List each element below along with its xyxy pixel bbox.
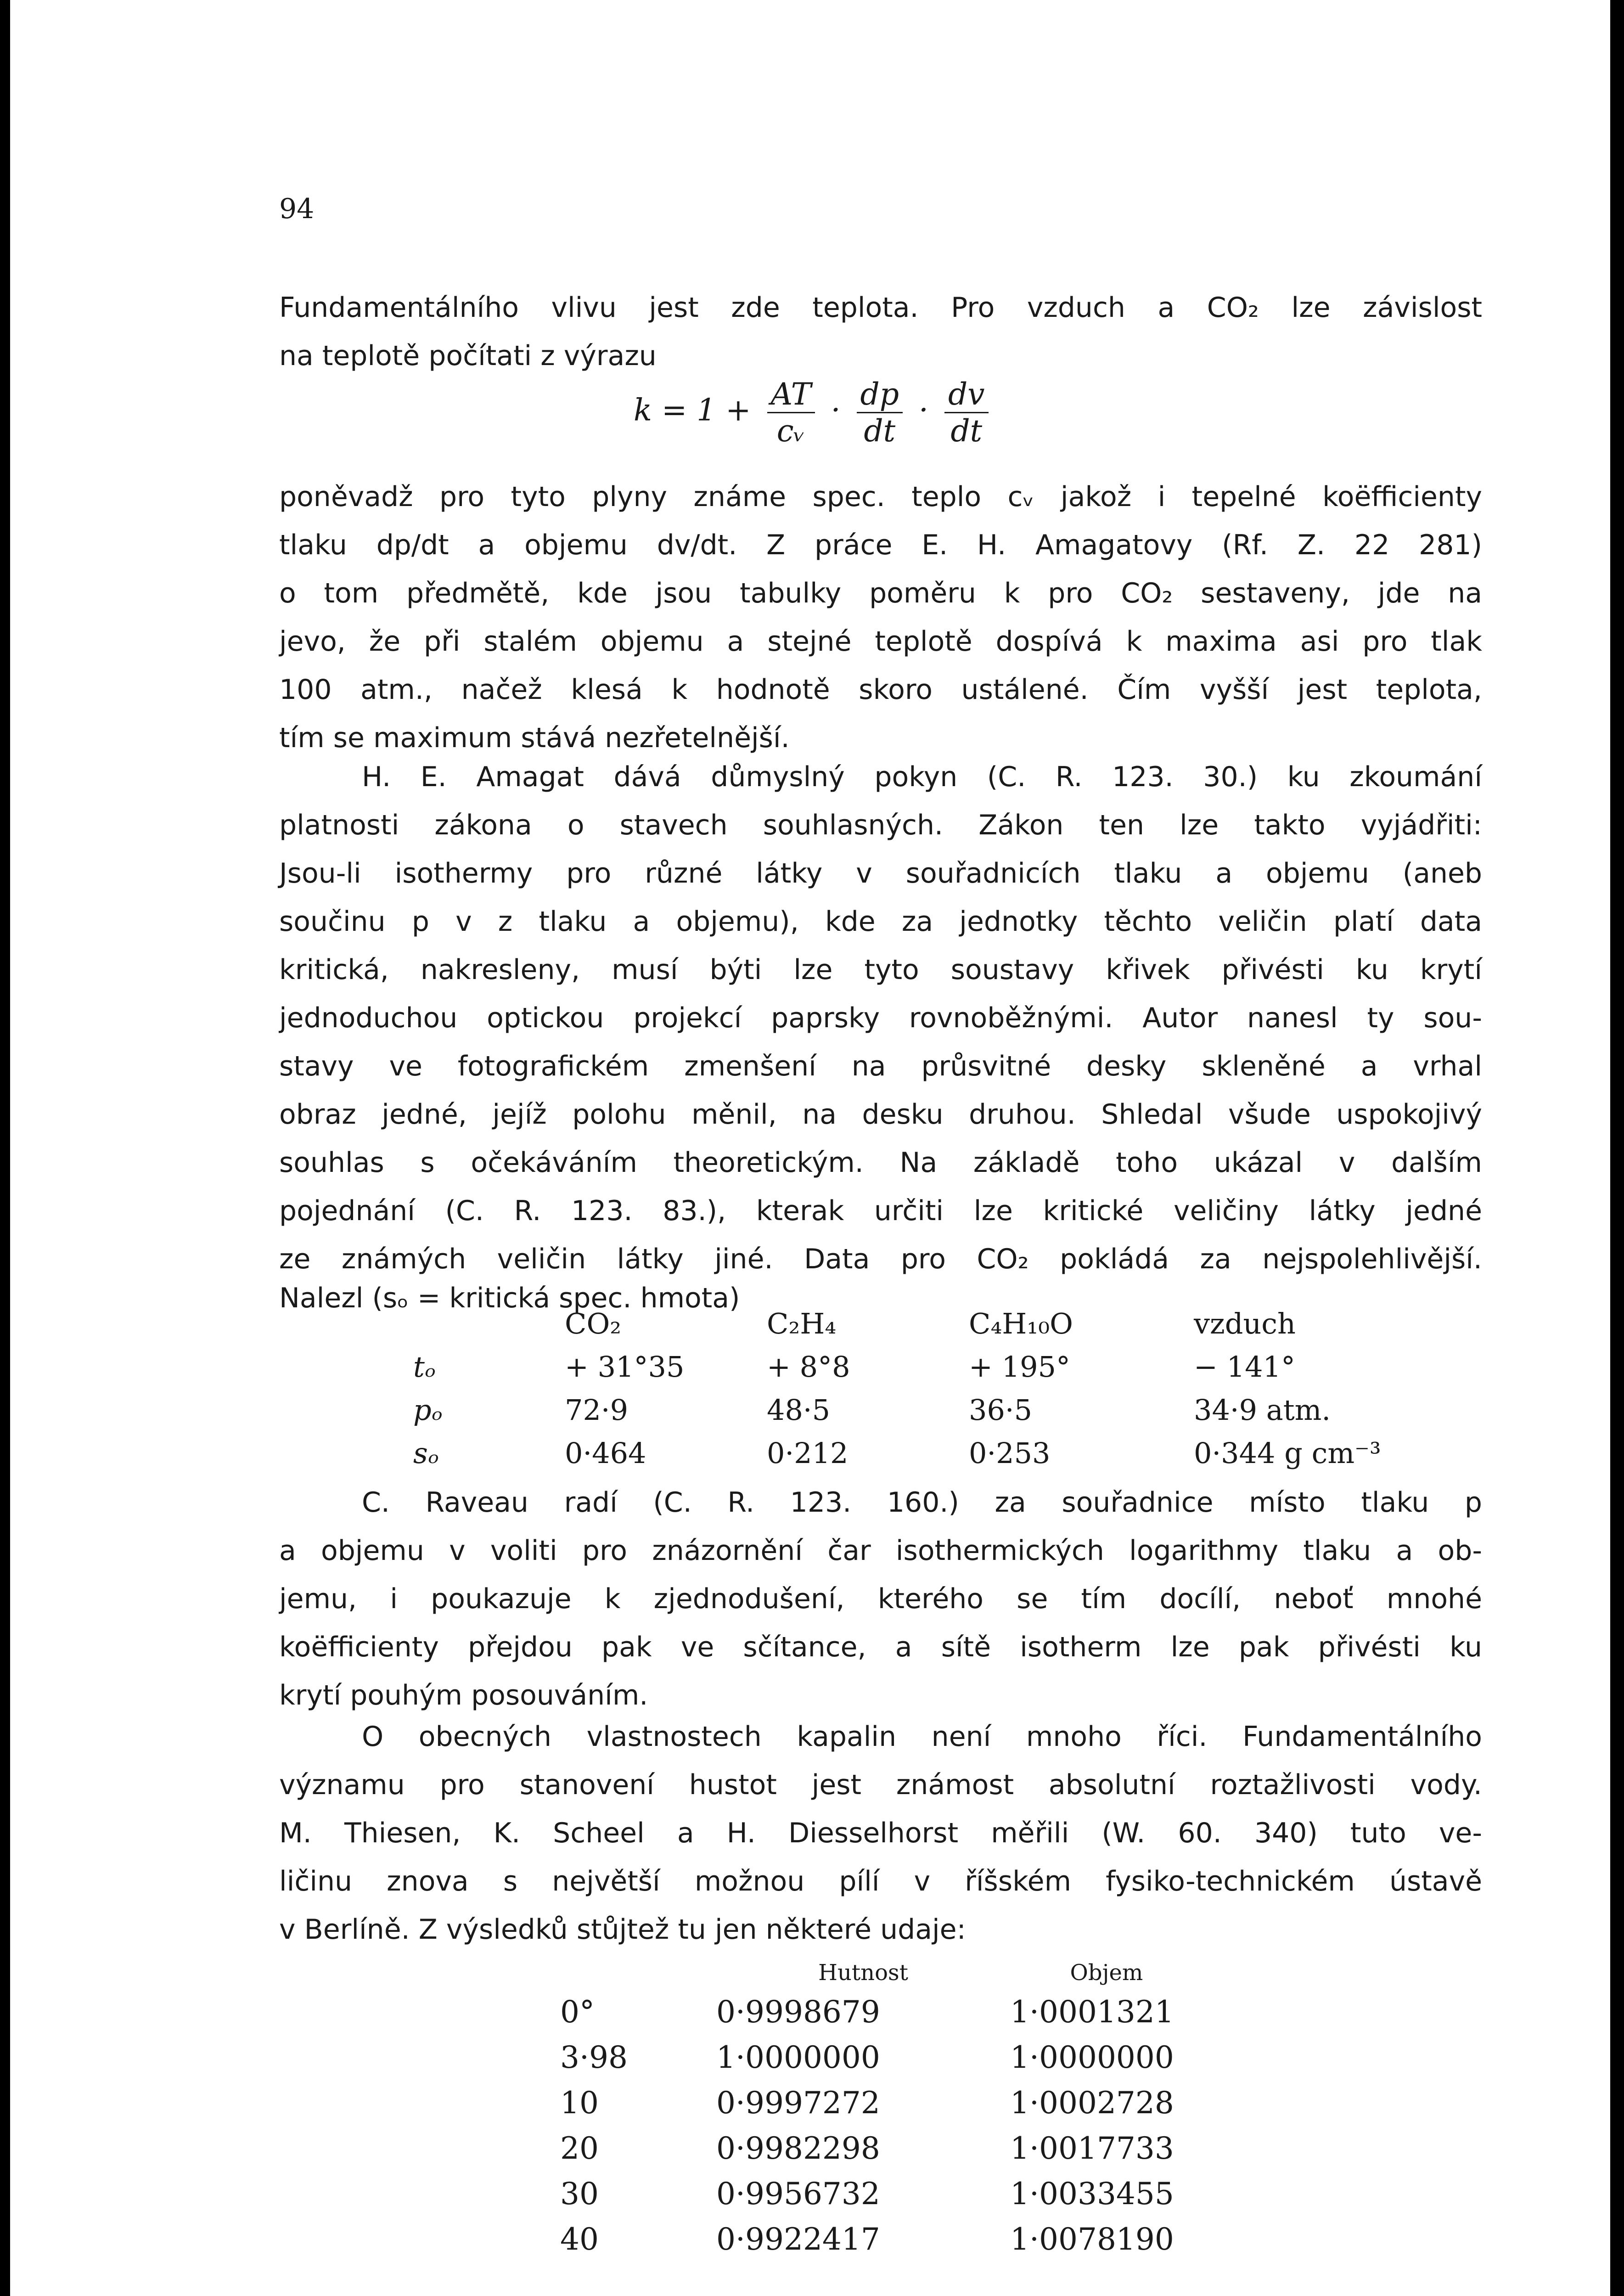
water-density-table: [560, 1956, 1203, 2262]
paragraph-line: ze známých veličin látky jiné. Data pro CO₂ pokládá za nejspolehlivější.: [279, 1243, 1482, 1275]
volume-cell: 1·0033455: [1010, 2176, 1174, 2212]
paragraph-line: pojednání (C. R. 123. 83.), kterak určiti lze kritické veličiny látky jedné: [279, 1195, 1482, 1227]
fraction-numerator: dp: [857, 377, 903, 413]
paragraph-line: platnosti zákona o stavech souhlasných. Zákon ten lze takto vyjádřiti:: [279, 809, 1482, 841]
fraction-dv-dt: [944, 377, 989, 449]
temperature-cell: 40: [560, 2222, 599, 2257]
table-header-cell: [413, 1302, 565, 1345]
paragraph-line: v Berlíně. Z výsledků stůjtež tu jen některé udaje:: [279, 1913, 966, 1946]
paragraph-line: H. E. Amagat dává důmyslný pokyn (C. R. 123. 30.) ku zkoumání: [362, 761, 1482, 793]
paragraph-line: M. Thiesen, K. Scheel a H. Diesselhorst měřili (W. 60. 340) tuto ve-: [279, 1817, 1482, 1849]
table-row: [413, 1388, 1423, 1431]
density-cell: 0·9998679: [716, 1994, 880, 2030]
temperature-cell: 30: [560, 2176, 599, 2212]
volume-cell: 1·0078190: [1010, 2222, 1174, 2257]
fraction-at-cv: [767, 377, 815, 449]
density-cell: 0·9922417: [716, 2222, 880, 2257]
table-cell: 72·9: [565, 1393, 629, 1427]
table-header-row: [560, 1956, 1203, 1989]
table-header-cell: Objem: [1070, 1960, 1143, 1986]
table-header-cell: Hutnost: [818, 1960, 908, 1986]
row-label: tₒ: [413, 1350, 436, 1384]
table-cell: 0·464: [565, 1436, 646, 1470]
table-cell: − 141°: [1194, 1350, 1295, 1384]
row-label: pₒ: [413, 1393, 443, 1427]
table-cell: 48·5: [767, 1393, 831, 1427]
temperature-cell: 10: [560, 2085, 599, 2121]
paragraph-line: C. Raveau radí (C. R. 123. 160.) za souřadnice místo tlaku p: [362, 1486, 1482, 1519]
paragraph-line: O obecných vlastnostech kapalin není mnoho říci. Fundamentálního: [362, 1721, 1482, 1753]
table-cell: + 8°8: [767, 1350, 850, 1384]
paragraph-line: ličinu znova s největší možnou pílí v říšském fysiko-technickém ústavě: [279, 1865, 1482, 1897]
table-cell: 34·9 atm.: [1194, 1393, 1331, 1427]
volume-cell: 1·0001321: [1010, 1994, 1174, 2030]
table-header-cell: C₄H₁₀O: [969, 1306, 1073, 1340]
paragraph-line: 100 atm., načež klesá k hodnotě skoro ustálené. Čím vyšší jest teplota,: [279, 674, 1482, 706]
paragraph-line: tlaku dp/dt a objemu dv/dt. Z práce E. H. Amagatovy (Rf. Z. 22 281): [279, 529, 1482, 561]
paragraph-line: Nalezl (sₒ = kritická spec. hmota): [279, 1282, 740, 1314]
table-row: [413, 1431, 1423, 1474]
table-row: [560, 2171, 1203, 2217]
paragraph-line: koëfficienty přejdou pak ve sčítance, a sítě isotherm lze pak přivésti ku: [279, 1631, 1482, 1663]
table-cell: + 31°35: [565, 1350, 685, 1384]
density-cell: 0·9956732: [716, 2176, 880, 2212]
table-cell: 0·253: [969, 1436, 1051, 1470]
fraction-numerator: dv: [944, 377, 989, 413]
paragraph-line: o tom předmětě, kde jsou tabulky poměru k pro CO₂ sestaveny, jde na: [279, 577, 1482, 609]
table-row: [560, 2080, 1203, 2126]
scan-border-left: [0, 0, 10, 2296]
paragraph-line: tím se maximum stává nezřetelnější.: [279, 722, 790, 754]
table-header-cell: C₂H₄: [767, 1306, 837, 1340]
table-cell: + 195°: [969, 1350, 1070, 1384]
table-row: [560, 2035, 1203, 2080]
paragraph-line: krytí pouhým posouváním.: [279, 1679, 648, 1711]
table-row: [413, 1345, 1423, 1388]
table-cell: 36·5: [969, 1393, 1033, 1427]
paragraph-line: jemu, i poukazuje k zjednodušení, kterého se tím docílí, neboť mnohé: [279, 1583, 1482, 1615]
volume-cell: 1·0017733: [1010, 2131, 1174, 2166]
table-header-cell: [560, 1956, 716, 1989]
equation-k: [634, 377, 1139, 468]
fraction-denominator: cᵥ: [776, 413, 805, 449]
table-row: [560, 2217, 1203, 2262]
equation-lhs: k = 1 +: [634, 392, 751, 428]
multiply-dot: ·: [919, 392, 929, 428]
volume-cell: 1·0000000: [1010, 2040, 1174, 2075]
volume-cell: 1·0002728: [1010, 2085, 1174, 2121]
paragraph-line: jevo, že při stalém objemu a stejné teplotě dospívá k maxima asi pro tlak: [279, 625, 1482, 658]
paragraph-intro-line2: na teplotě počítati z výrazu: [279, 340, 657, 372]
critical-data-table: [413, 1302, 1423, 1474]
multiply-dot: ·: [831, 392, 841, 428]
table-row: [560, 2126, 1203, 2171]
paragraph-line: poněvadž pro tyto plyny známe spec. teplo cᵥ jakož i tepelné koëfficienty: [279, 481, 1482, 513]
fraction-denominator: dt: [864, 413, 896, 449]
paragraph-line: obraz jedné, jejíž polohu měnil, na desku druhou. Shledal všude uspokojivý: [279, 1098, 1482, 1131]
table-header-cell: vzduch: [1194, 1306, 1296, 1340]
paragraph-line: a objemu v voliti pro znázornění čar isothermických logarithmy tlaku a ob-: [279, 1535, 1482, 1567]
fraction-numerator: AT: [767, 377, 815, 413]
paragraph-line: Jsou-li isothermy pro různé látky v souřadnicích tlaku a objemu (aneb: [279, 857, 1482, 889]
table-row: [560, 1989, 1203, 2035]
paragraph-line: významu pro stanovení hustot jest známost absolutní roztažlivosti vody.: [279, 1769, 1482, 1801]
temperature-cell: 0°: [560, 1994, 595, 2030]
density-cell: 0·9997272: [716, 2085, 880, 2121]
fraction-denominator: dt: [950, 413, 983, 449]
table-header-cell: CO₂: [565, 1306, 622, 1340]
fraction-dp-dt: [857, 377, 903, 449]
temperature-cell: 3·98: [560, 2040, 628, 2075]
scan-border-right: [1610, 0, 1624, 2296]
table-header-row: [413, 1302, 1423, 1345]
density-cell: 1·0000000: [716, 2040, 880, 2075]
density-cell: 0·9982298: [716, 2131, 880, 2166]
paragraph-line: jednoduchou optickou projekcí paprsky rovnoběžnými. Autor nanesl ty sou-: [279, 1002, 1482, 1034]
temperature-cell: 20: [560, 2131, 599, 2166]
page-number: 94: [279, 193, 315, 225]
paragraph-line: souhlas s očekáváním theoretickým. Na základě toho ukázal v dalším: [279, 1147, 1482, 1179]
row-label: sₒ: [413, 1436, 439, 1470]
table-cell: 0·212: [767, 1436, 849, 1470]
table-cell: 0·344 g cm⁻³: [1194, 1436, 1381, 1470]
paragraph-line: součinu p v z tlaku a objemu), kde za jednotky těchto veličin platí data: [279, 906, 1482, 938]
paragraph-line: kritická, nakresleny, musí býti lze tyto soustavy křivek přivésti ku krytí: [279, 954, 1482, 986]
paragraph-intro-line1: Fundamentálního vlivu jest zde teplota. Pro vzduch a CO₂ lze závislost: [279, 292, 1482, 324]
paragraph-line: stavy ve fotografickém zmenšení na průsvitné desky skleněné a vrhal: [279, 1050, 1482, 1082]
